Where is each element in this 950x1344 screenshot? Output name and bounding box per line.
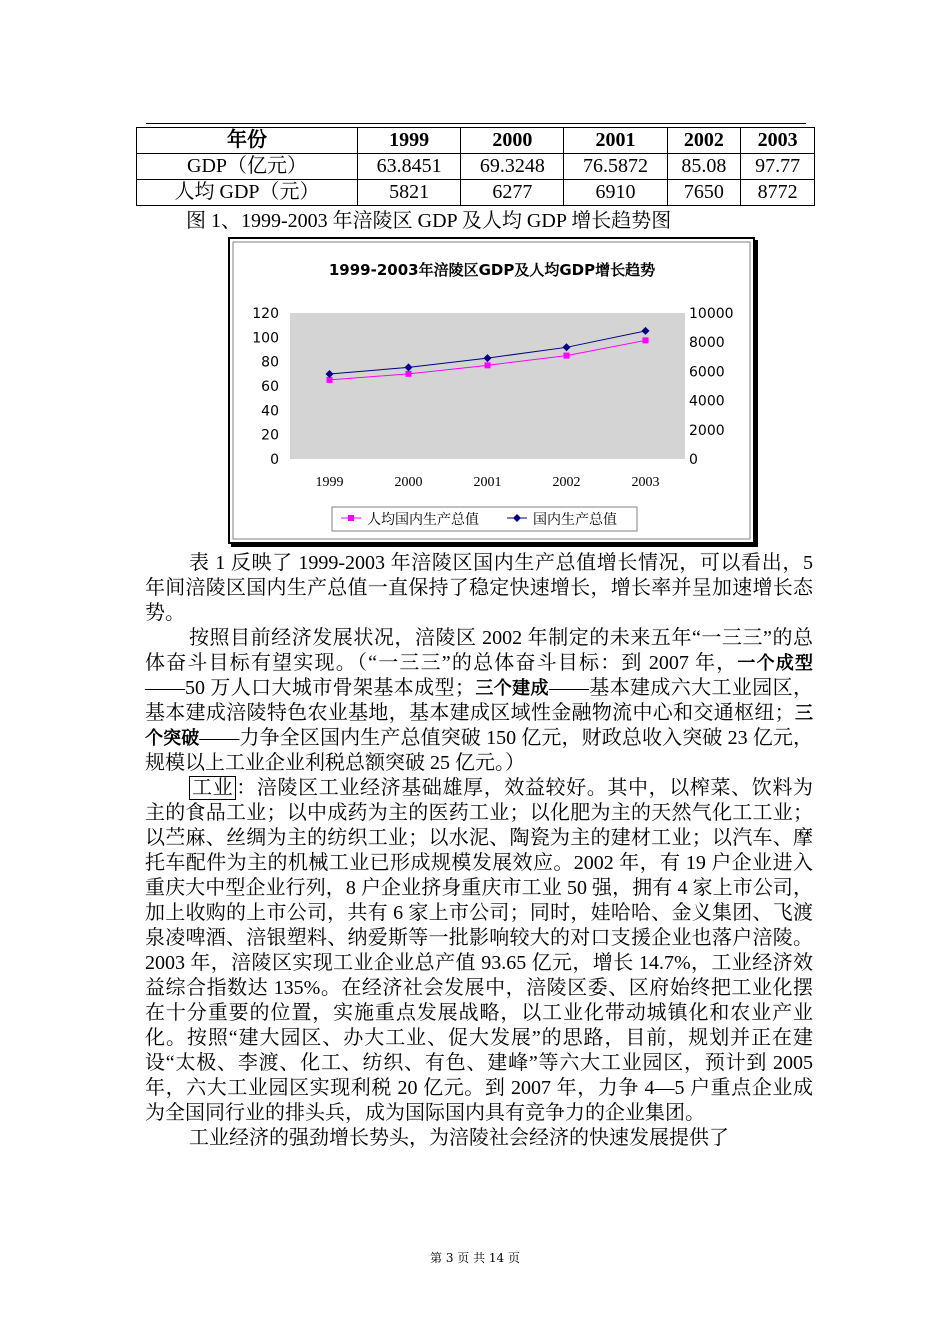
chart-frame: [228, 237, 755, 544]
table-cell: 6277: [461, 180, 564, 206]
data-point-per-capita: [564, 353, 570, 359]
gdp-table: [136, 127, 815, 206]
data-point-per-capita: [643, 337, 649, 343]
y-right-tick-label: 8000: [689, 335, 725, 352]
paragraph-text: ——力争全区国内生产总值突破 150 亿元，财政总收入突破 23 亿元，规模以上工业企业利税总额突破 25 亿元。）: [145, 727, 813, 774]
paragraph: 表 1 反映了 1999-2003 年涪陵区国内生产总值增长情况，可以看出，5 年间涪陵区国内生产总值一直保持了稳定快速增长，增长率并呈加速增长态势。: [145, 552, 813, 624]
bold-term: 三个建成: [474, 678, 549, 699]
x-tick-label: 2002: [552, 475, 581, 490]
table-header-cell: 2001: [564, 128, 667, 154]
paragraph-text: ——50 万人口大城市骨架基本成型；: [145, 677, 475, 699]
table-header-cell: 2000: [461, 128, 564, 154]
bold-term: 一个成型: [737, 653, 813, 674]
paragraph-text: ——基本建成六大工业园区，基本建成涪陵特色农业基地，基本建成区域性金融物流中心和交通枢纽；: [145, 677, 814, 724]
paragraph-text: ：涪陵区工业经济基础雄厚，效益较好。其中，以榨菜、饮料为主的食品工业；以中成药为主的医药工业；以化肥为主的天然气化工工业；以苎麻、丝绸为主的纺织工业；以水泥、陶瓷为主的建材工业；以汽车、摩托车配件为主的机械工业已形成规模发展效应。2002 年，有 19 户企业进入重庆大中型企业行列，8 户企业挤身重庆市工业 50 强，拥有 4 家上市公司，加上收购的上市公司，共有 6 家上市公司；同时，娃哈哈、金义集团、飞渡泉凌啤酒、涪银塑料、纳爱斯等一批影响较大的对口支援企业也落户涪陵。2003 年，涪陵区实现工业企业总产值 93.65 亿元，增长 14.7%，工业经济效益综合指数达 135%。在经济社会发展中，涪陵区委、区府始终把工业化摆在十分重要的位置，实施重点发展战略，以工业化带动城镇化和农业产业化。按照“建大园区、办大工业、促大发展”的思路，目前，规划并正在建设“太极、李渡、化工、纺织、有色、建峰”等六大工业园区，预计到 2005 年，六大工业园区实现利税 20 亿元。到 2007 年，力争 4—5 户重点企业成为全国同行业的排头兵，成为国际国内具有竞争力的企业集团。: [145, 777, 814, 1124]
body-text: [145, 551, 813, 1151]
paragraph: [145, 626, 813, 776]
chart-legend: [332, 507, 637, 531]
x-tick-label: 1999: [315, 475, 344, 490]
table-cell: 76.5872: [564, 154, 667, 180]
bold-term: 三个突破: [145, 703, 813, 749]
table-cell: 63.8451: [358, 154, 461, 180]
figure-caption: 图 1、1999-2003 年涪陵区 GDP 及人均 GDP 增长趋势图: [186, 210, 672, 232]
y-left-tick-label: 60: [261, 379, 279, 395]
y-right-tick-label: 6000: [689, 364, 725, 381]
x-tick-label: 2001: [473, 475, 502, 490]
y-left-tick-label: 20: [261, 427, 279, 444]
table-top-rule: [146, 123, 806, 124]
legend-label-per-capita: 人均国内生产总值: [367, 512, 479, 528]
x-tick-label: 2003: [631, 475, 660, 490]
paragraph: [145, 776, 813, 1126]
data-point-per-capita: [406, 371, 412, 377]
table-cell: 6910: [564, 180, 667, 206]
section-label: 工业: [189, 776, 236, 800]
table-cell: GDP（亿元）: [137, 154, 358, 180]
table-header-cell: 2003: [741, 128, 815, 154]
y-left-tick-label: 40: [261, 403, 279, 420]
y-left-tick-label: 80: [261, 354, 279, 371]
table-header-cell: 1999: [358, 128, 461, 154]
table-cell: 69.3248: [461, 154, 564, 180]
table-cell: 85.08: [667, 154, 741, 180]
gdp-chart: [230, 239, 753, 542]
y-left-tick-label: 120: [252, 306, 279, 322]
table-cell: 7650: [667, 180, 741, 206]
table-cell: 8772: [741, 180, 815, 206]
y-left-tick-label: 0: [270, 452, 279, 468]
y-right-tick-label: 0: [689, 452, 698, 468]
x-tick-label: 2000: [394, 475, 423, 490]
legend-label-gdp: 国内生产总值: [533, 512, 617, 528]
table-cell: 97.77: [741, 154, 815, 180]
table-header-cell: 年份: [137, 128, 358, 154]
table-header-cell: 2002: [667, 128, 741, 154]
legend-marker-per-capita: [348, 515, 354, 521]
y-right-tick-label: 10000: [689, 306, 734, 322]
page-footer: 第 3 页 共 14 页: [430, 1251, 520, 1265]
paragraph-text: 按照目前经济发展状况，涪陵区 2002 年制定的未来五年“一三三”的总体奋斗目标有望实现。（“一三三”的总体奋斗目标：到 2007 年，: [145, 627, 813, 674]
y-right-tick-label: 2000: [689, 422, 725, 439]
chart-title: 1999-2003年涪陵区GDP及人均GDP增长趋势: [328, 261, 656, 279]
data-point-per-capita: [485, 362, 491, 368]
y-right-tick-label: 4000: [689, 393, 725, 410]
y-left-tick-label: 100: [252, 330, 279, 347]
table-cell: 5821: [358, 180, 461, 206]
paragraph: 工业经济的强劲增长势头，为涪陵社会经济的快速发展提供了: [189, 1127, 729, 1149]
table-cell: 人均 GDP（元）: [137, 180, 358, 206]
table-header-row: [137, 128, 815, 154]
table-row: [137, 180, 815, 206]
table-row: [137, 154, 815, 180]
